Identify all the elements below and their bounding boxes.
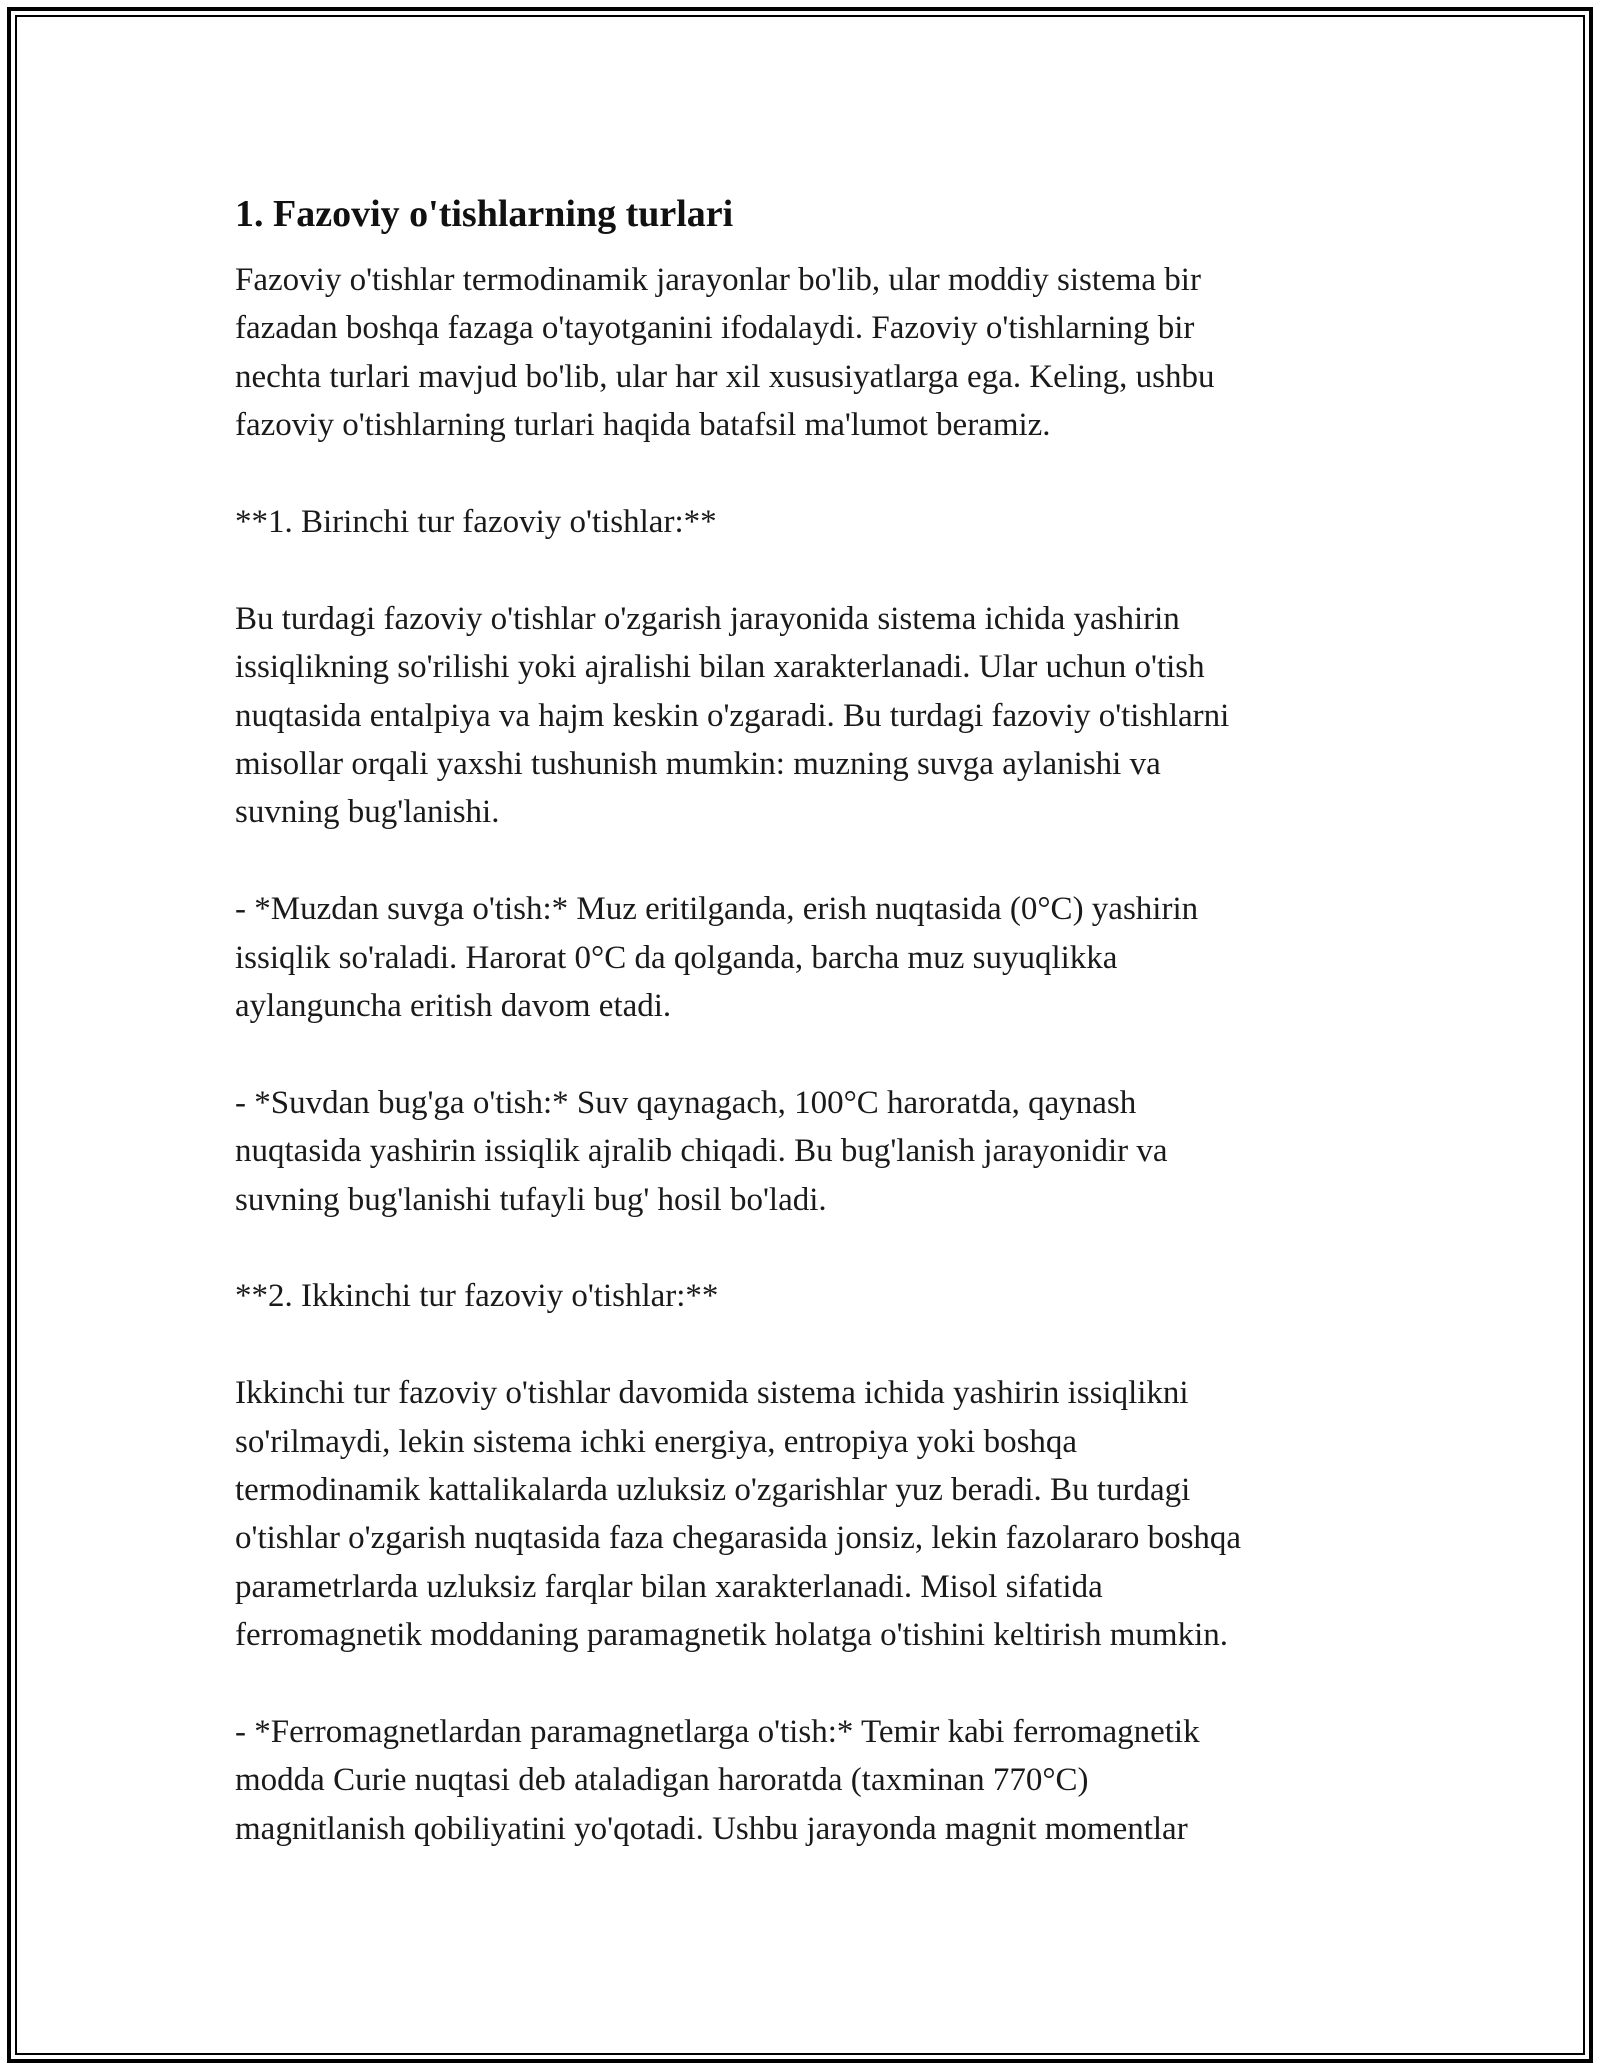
section-heading: 1. Fazoviy o'tishlarning turlari xyxy=(235,193,734,235)
bullet-ice-to-water: - *Muzdan suvga o'tish:* Muz eritilganda, erish nuqtasida (0°C) yashirin issiqlik so'raladi. Harorat 0°C da qolganda, barcha muz suyuqlikka aylanguncha eritish davom etadi. xyxy=(235,891,1199,1025)
bullet-ferro-to-para: - *Ferromagnetlardan paramagnetlarga o'tish:* Temir kabi ferromagnetik modda Curie nuqtasi deb ataladigan haroratda (taxminan 770°C) magnitlanish qobiliyatini yo'qotadi. Ushbu jarayonda magnit momentlar xyxy=(235,1714,1200,1847)
subheading-second-order: **2. Ikkinchi tur fazoviy o'tishlar:** xyxy=(235,1278,719,1315)
second-order-description: Ikkinchi tur fazoviy o'tishlar davomida sistema ichida yashirin issiqlikni so'rilmaydi, lekin sistema ichki energiya, entropiya yoki boshqa termodinamik kattalikalarda uzluksiz o'zgarishlar yuz beradi. Bu turdagi o'tishlar o'zgarish nuqtasida faza chegarasida jonsiz, lekin fazolararo boshqa parametrlarda uzluksiz farqlar bilan xarakterlanadi. Misol sifatida ferromagnetik moddaning paramagnetik holatga o'tishini keltirish mumkin. xyxy=(235,1375,1242,1654)
intro-paragraph: Fazoviy o'tishlar termodinamik jarayonlar bo'lib, ular moddiy sistema bir fazadan boshqa fazaga o'tayotganini ifodalaydi. Fazoviy o'tishlarning bir nechta turlari mavjud bo'lib, ular har xil xususiyatlarga ega. Keling, ushbu fazoviy o'tishlarning turlari haqida batafsil ma'lumot beramiz. xyxy=(235,262,1215,444)
bullet-water-to-vapor: - *Suvdan bug'ga o'tish:* Suv qaynagach, 100°C haroratda, qaynash nuqtasida yashirin issiqlik ajralib chiqadi. Bu bug'lanish jarayonidir va suvning bug'lanishi tufayli bug' hosil bo'ladi. xyxy=(235,1084,1168,1218)
first-order-description: Bu turdagi fazoviy o'tishlar o'zgarish jarayonida sistema ichida yashirin issiqlikning so'rilishi yoki ajralishi bilan xarakterlanadi. Ular uchun o'tish nuqtasida entalpiya va hajm keskin o'zgaradi. Bu turdagi fazoviy o'tishlarni misollar orqali yaxshi tushunish mumkin: muzning suvga aylanishi va suvning bug'lanishi. xyxy=(235,600,1230,831)
subheading-first-order: **1. Birinchi tur fazoviy o'tishlar:** xyxy=(235,504,717,541)
document-body xyxy=(235,186,1375,1853)
